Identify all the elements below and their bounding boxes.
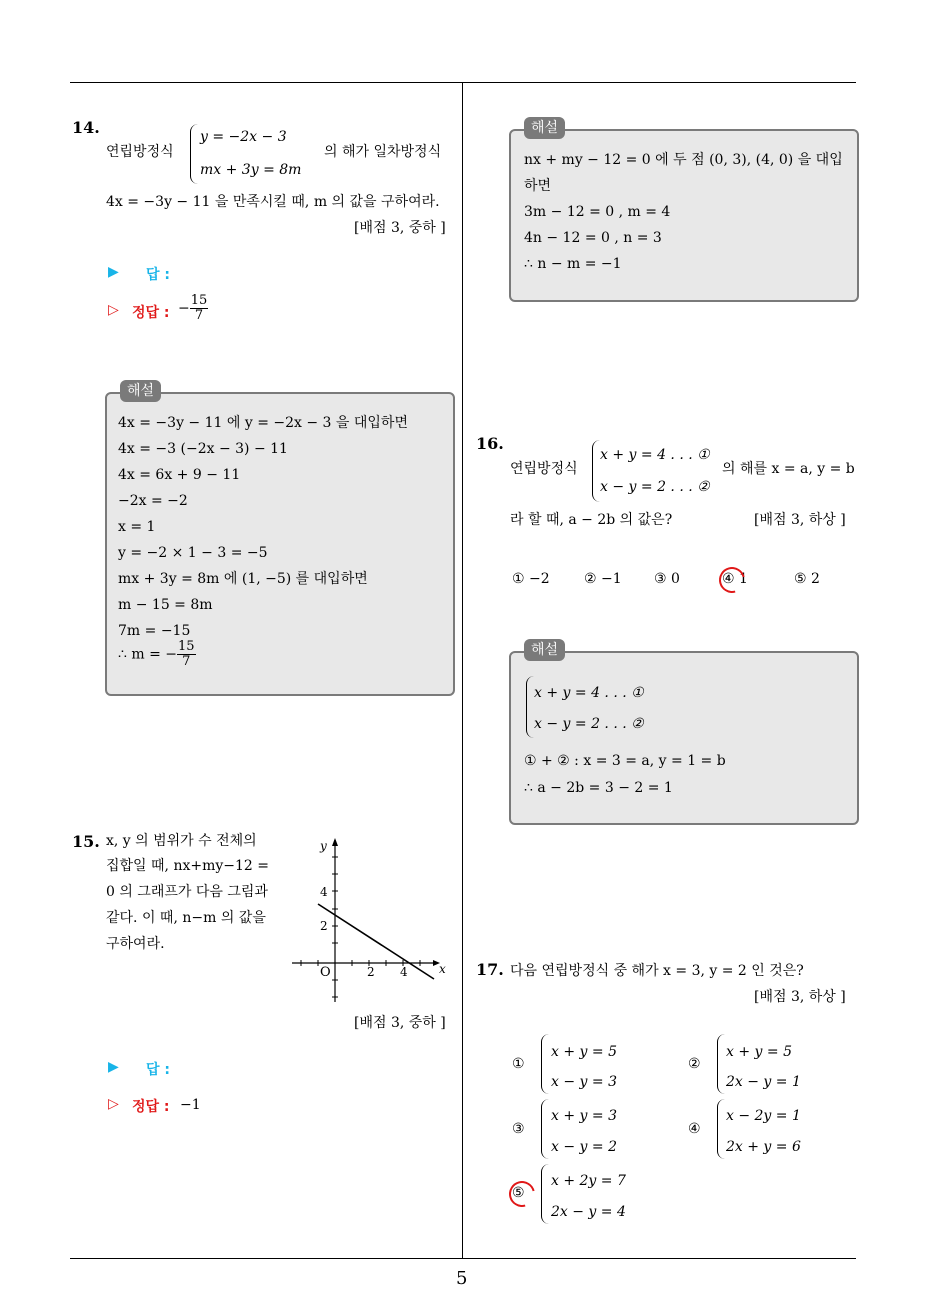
q17-option-brace	[541, 1034, 550, 1094]
q17-option-eq: x + y = 3	[551, 1108, 617, 1124]
q14-solution-tag: 해설	[120, 380, 161, 402]
top-rule	[70, 82, 856, 83]
q15-correct-label: 정답 :	[132, 1099, 170, 1115]
q14-points: [배점 3, 중하 ]	[354, 220, 446, 236]
q14-correct-sign: −	[178, 300, 190, 317]
q14-sol-last-num: 15	[178, 639, 195, 654]
q15-sol-line: ∴ n − m = −1	[524, 256, 622, 272]
q17-points: [배점 3, 하상 ]	[754, 989, 846, 1005]
q15-y-axis-arrow	[332, 838, 338, 846]
q14-brace	[190, 124, 199, 184]
q16-choice[interactable]: ② −1	[584, 571, 622, 587]
q17-option-label[interactable]: ④	[688, 1121, 701, 1137]
q17-option-label[interactable]: ①	[512, 1056, 525, 1072]
q14-sol-last-prefix: ∴ m = −	[118, 646, 177, 663]
q17-selected-mark	[504, 1176, 540, 1212]
q16-sol-eq2: x − y = 2 . . . ②	[534, 716, 644, 732]
q14-correct-den: 7	[194, 308, 204, 323]
q14-answer-arrow: ▶	[108, 264, 119, 280]
q16-solution-tag: 해설	[524, 639, 565, 661]
q15-text-line: 같다. 이 때, n−m 의 값을	[106, 910, 266, 926]
q15-text-line: 0 의 그래프가 다음 그림과	[106, 884, 268, 900]
column-divider	[462, 82, 463, 1259]
q14-correct-label: 정답 :	[132, 305, 170, 321]
q15-text-line: 구하여라.	[106, 936, 165, 952]
q14-lead: 연립방정식	[106, 144, 174, 160]
q15-text-line: 집합일 때, nx+my−12 =	[106, 858, 269, 874]
q16-points: [배점 3, 하상 ]	[754, 512, 846, 528]
q16-selected-mark	[714, 562, 750, 598]
q16-choice[interactable]: ① −2	[512, 571, 550, 587]
q17-option-eq: x + y = 5	[551, 1044, 617, 1060]
q16-eq2: x − y = 2 . . . ②	[600, 479, 710, 495]
q16-choice[interactable]: ③ 0	[654, 571, 680, 587]
q15-number: 15.	[72, 832, 100, 851]
q16-choice[interactable]: ④ 1	[722, 571, 748, 587]
q15-correct-arrow: ▷	[108, 1096, 119, 1112]
q17-option-eq: x − 2y = 1	[726, 1108, 801, 1124]
q15-y-tick-label: 2	[320, 919, 328, 933]
q14-sol-line: 4x = 6x + 9 − 11	[118, 467, 241, 483]
q17-number: 17.	[476, 960, 504, 979]
q15-text-line: x, y 의 범위가 수 전체의	[106, 833, 257, 849]
q15-answer-label: 답 :	[146, 1062, 170, 1078]
q16-choice[interactable]: ⑤ 2	[794, 571, 820, 587]
q14-sol-last-den: 7	[182, 654, 191, 669]
q15-sol-line: nx + my − 12 = 0 에 두 점 (0, 3), (4, 0) 을 대입	[524, 152, 843, 168]
q16-sol-line: ① + ② : x = 3 = a, y = 1 = b	[524, 753, 726, 769]
q14-sol-line: y = −2 × 1 − 3 = −5	[118, 545, 268, 561]
q17-option-label[interactable]: ⑤	[512, 1185, 525, 1201]
q14-correct-value	[178, 294, 208, 323]
q14-answer-label: 답 :	[146, 267, 170, 283]
q17-option-eq: x + 2y = 7	[551, 1173, 626, 1189]
q16-sol-eq1: x + y = 4 . . . ①	[534, 685, 644, 701]
q14-tail: 의 해가 일차방정식	[324, 144, 442, 160]
q14-line2: 4x = −3y − 11 을 만족시킬 때, m 의 값을 구하여라.	[106, 194, 440, 210]
q14-eq2: mx + 3y = 8m	[200, 162, 302, 178]
q15-answer-arrow: ▶	[108, 1059, 119, 1075]
q17-option-eq: 2x − y = 1	[726, 1074, 801, 1090]
q17-option-eq: x − y = 3	[551, 1074, 617, 1090]
q17-option-eq: 2x − y = 4	[551, 1204, 626, 1220]
q14-eq1: y = −2x − 3	[200, 129, 287, 145]
q15-origin-label: O	[320, 965, 331, 980]
q16-solution-box	[509, 651, 859, 825]
q17-option-eq: 2x + y = 6	[726, 1139, 801, 1155]
q17-option-brace	[541, 1164, 550, 1224]
q15-sol-line: 3m − 12 = 0 , m = 4	[524, 204, 671, 220]
q14-correct-num: 15	[190, 293, 208, 308]
q16-eq1: x + y = 4 . . . ①	[600, 447, 710, 463]
q15-correct-value: −1	[180, 1097, 201, 1113]
q17-option-label[interactable]: ②	[688, 1056, 701, 1072]
q16-sol-line: ∴ a − 2b = 3 − 2 = 1	[524, 780, 673, 796]
q15-sol-line: 4n − 12 = 0 , n = 3	[524, 230, 662, 246]
q17-option-brace	[717, 1099, 726, 1159]
q15-solution-tag: 해설	[524, 117, 565, 139]
q14-sol-last	[118, 640, 196, 669]
q14-sol-line: −2x = −2	[118, 493, 188, 509]
q15-sol-line: 하면	[524, 178, 552, 194]
q17-option-brace	[541, 1099, 550, 1159]
q17-option-eq: x + y = 5	[726, 1044, 792, 1060]
q14-sol-line: m − 15 = 8m	[118, 597, 213, 613]
q15-y-label: y	[320, 839, 327, 853]
q14-correct-arrow: ▷	[108, 302, 119, 318]
q15-y-tick-label: 4	[320, 885, 328, 899]
q17-option-label[interactable]: ③	[512, 1121, 525, 1137]
q16-tail: 의 해를 x = a, y = b	[722, 461, 855, 477]
page-number: 5	[456, 1268, 468, 1289]
q14-number: 14.	[72, 118, 100, 137]
q14-sol-line: 4x = −3 (−2x − 3) − 11	[118, 441, 288, 457]
q15-graph	[288, 836, 458, 1006]
bottom-rule	[70, 1258, 856, 1259]
q17-option-eq: x − y = 2	[551, 1139, 617, 1155]
q14-sol-line: x = 1	[118, 519, 156, 535]
q17-text: 다음 연립방정식 중 해가 x = 3, y = 2 인 것은?	[510, 963, 804, 979]
q14-sol-line: 4x = −3y − 11 에 y = −2x − 3 을 대입하면	[118, 415, 408, 431]
q14-sol-line: 7m = −15	[118, 623, 191, 639]
q15-x-tick-label: 2	[367, 965, 375, 979]
q15-points: [배점 3, 중하 ]	[354, 1015, 446, 1031]
q16-line2: 라 할 때, a − 2b 의 값은?	[510, 512, 673, 528]
q14-sol-line: mx + 3y = 8m 에 (1, −5) 를 대입하면	[118, 571, 368, 587]
q16-number: 16.	[476, 434, 504, 453]
q16-lead: 연립방정식	[510, 461, 578, 477]
q15-x-label: x	[439, 962, 446, 976]
q15-x-tick-label: 4	[400, 965, 408, 979]
q17-option-brace	[717, 1034, 726, 1094]
